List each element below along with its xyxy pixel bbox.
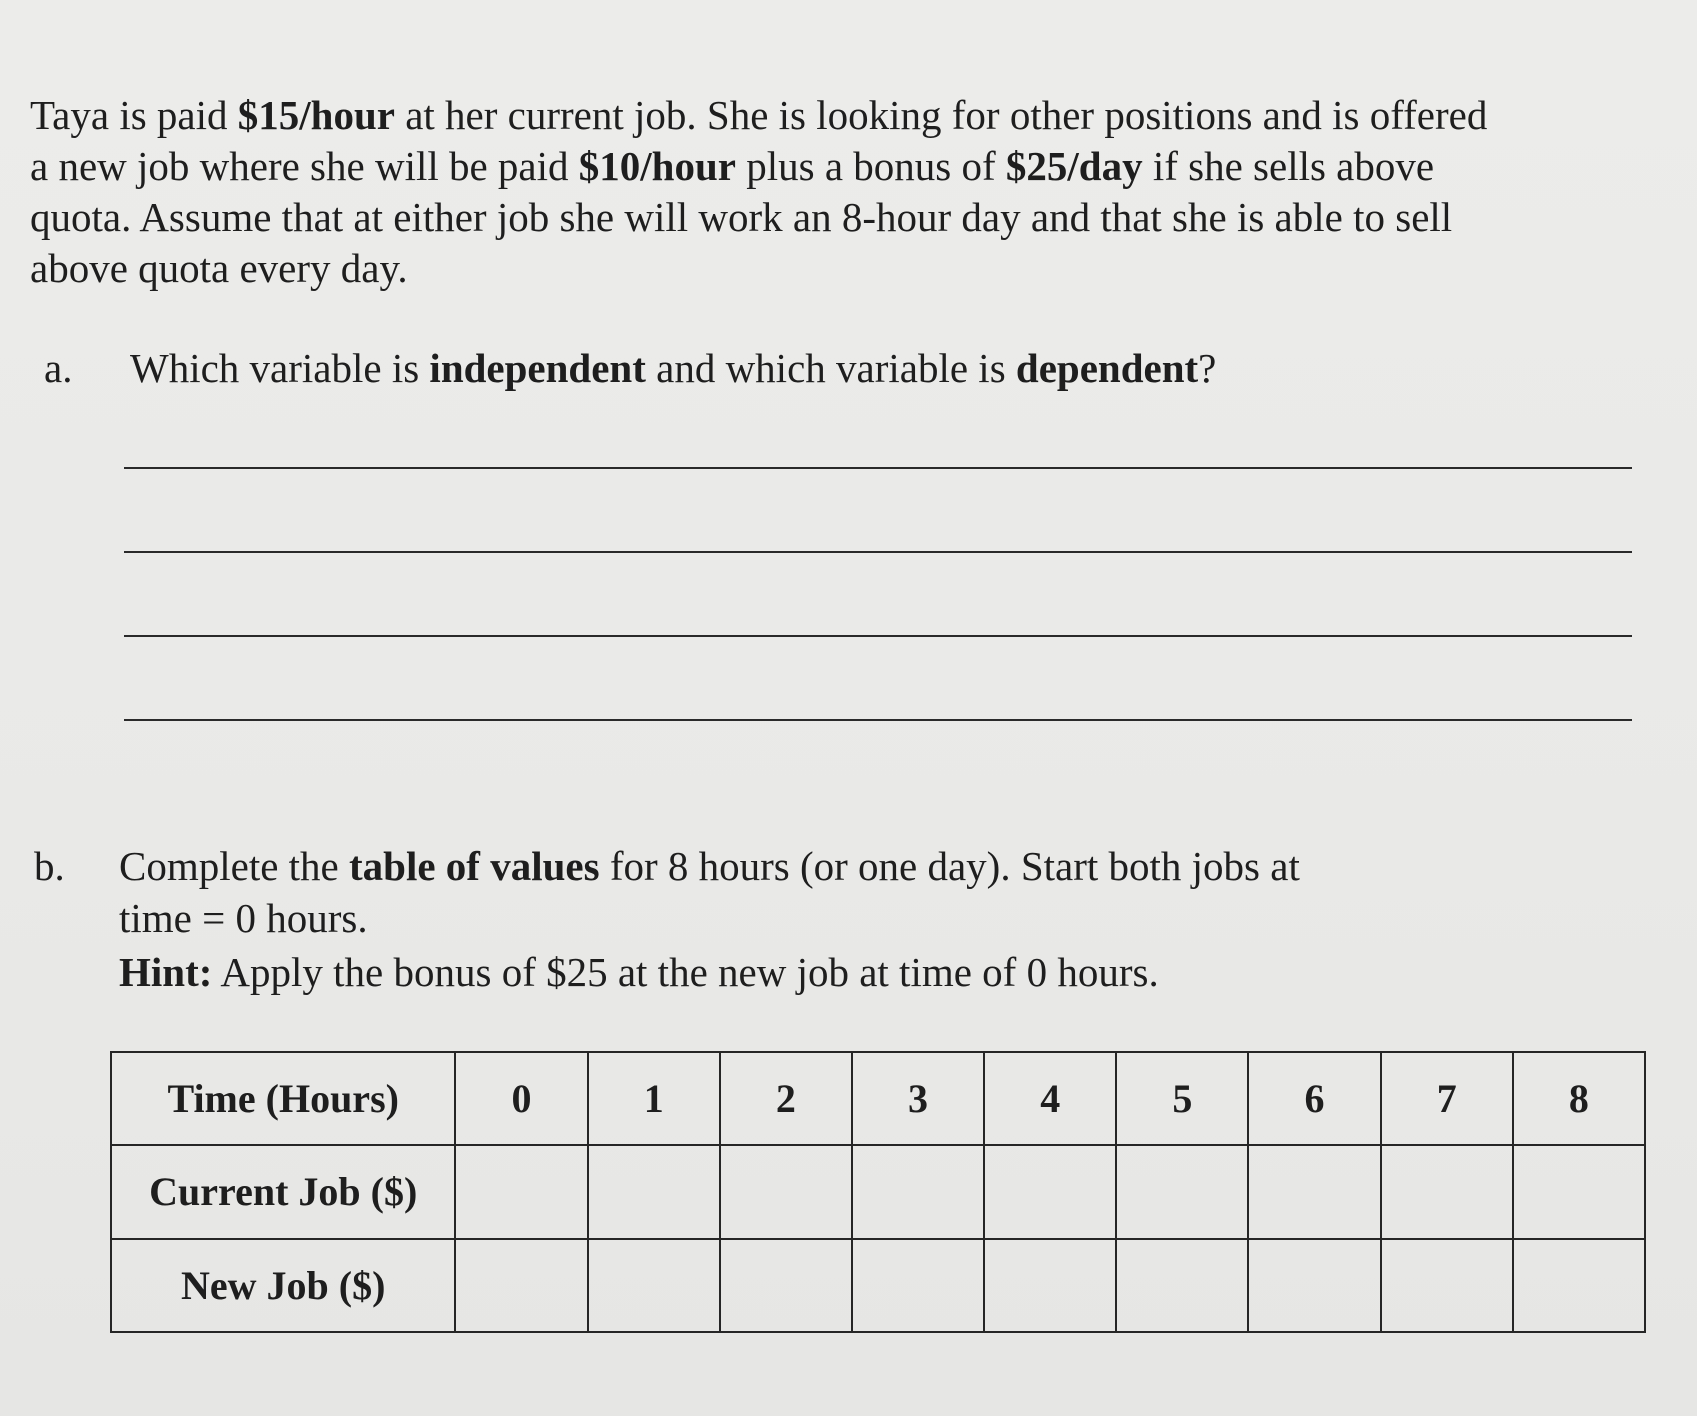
hour-header: 0 [455, 1052, 587, 1145]
table-cell[interactable] [720, 1239, 852, 1332]
question-b-text: Complete the table of values for 8 hours (or one day). Start both jobs at time = 0 hours. Hint: Apply the bonus of $25 at the new job at time of 0 hours. [119, 840, 1300, 998]
question-b [34, 840, 1300, 998]
table-cell[interactable] [1513, 1145, 1645, 1238]
table-cell[interactable] [1116, 1239, 1248, 1332]
values-table [110, 1051, 1646, 1333]
statement-line: above quota every day. [30, 245, 408, 291]
table-cell[interactable] [588, 1145, 720, 1238]
time-header: Time (Hours) [111, 1052, 455, 1145]
table-cell[interactable] [720, 1145, 852, 1238]
table-cell[interactable] [1381, 1145, 1513, 1238]
table-cell[interactable] [1248, 1239, 1380, 1332]
table-cell[interactable] [984, 1145, 1116, 1238]
answer-line-2[interactable] [124, 551, 1632, 553]
table-cell[interactable] [1513, 1239, 1645, 1332]
question-a-marker: a. [44, 345, 73, 391]
question-a-text: Which variable is independent and which variable is dependent? [130, 345, 1217, 391]
hint-text: Hint: Apply the bonus of $25 at the new job at time of 0 hours. [119, 949, 1159, 995]
table-cell[interactable] [1248, 1145, 1380, 1238]
hour-header: 7 [1381, 1052, 1513, 1145]
question-a [44, 344, 1216, 392]
hour-header: 6 [1248, 1052, 1380, 1145]
table-row-current-job [111, 1145, 1645, 1238]
table-cell[interactable] [852, 1145, 984, 1238]
hour-header: 8 [1513, 1052, 1645, 1145]
table-cell[interactable] [1116, 1145, 1248, 1238]
question-b-marker: b. [34, 843, 65, 889]
table-cell[interactable] [984, 1239, 1116, 1332]
answer-line-3[interactable] [124, 635, 1632, 637]
problem-statement [30, 90, 1670, 294]
hour-header: 2 [720, 1052, 852, 1145]
hour-header: 1 [588, 1052, 720, 1145]
table-header-row [111, 1052, 1645, 1145]
table-cell[interactable] [455, 1239, 587, 1332]
table-cell[interactable] [852, 1239, 984, 1332]
hour-header: 5 [1116, 1052, 1248, 1145]
hour-header: 3 [852, 1052, 984, 1145]
statement-line: quota. Assume that at either job she will work an 8-hour day and that she is able to sell [30, 194, 1453, 240]
hour-header: 4 [984, 1052, 1116, 1145]
table-row-new-job [111, 1239, 1645, 1332]
statement-line: a new job where she will be paid $10/hour plus a bonus of $25/day if she sells above [30, 143, 1435, 189]
answer-line-4[interactable] [124, 719, 1632, 721]
statement-line: Taya is paid $15/hour at her current job. She is looking for other positions and is offered [30, 92, 1488, 138]
table-cell[interactable] [1381, 1239, 1513, 1332]
new-job-label: New Job ($) [111, 1239, 455, 1332]
table-cell[interactable] [455, 1145, 587, 1238]
answer-line-1[interactable] [124, 467, 1632, 469]
current-job-label: Current Job ($) [111, 1145, 455, 1238]
table-cell[interactable] [588, 1239, 720, 1332]
